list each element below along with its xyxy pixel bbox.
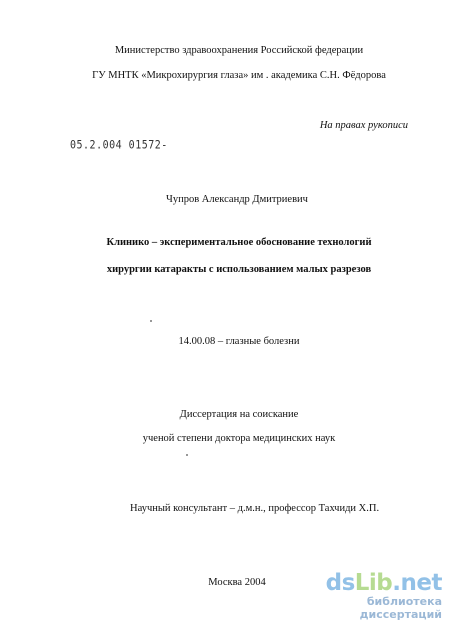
city-year: Москва 2004	[208, 577, 266, 588]
author-name: Чупров Александр Дмитриевич	[166, 194, 308, 205]
ministry-line: Министерство здравоохранения Российской федерации	[114, 45, 364, 56]
consultant-line: Научный консультант – д.м.н., профессор Тахчиди Х.П.	[130, 503, 380, 514]
watermark-logo-lib: Lib	[354, 570, 393, 596]
title-line-1: Клинико – экспериментальное обоснование технологий	[106, 237, 372, 248]
specialty-line: 14.00.08 – глазные болезни	[178, 336, 300, 347]
dissertation-line-2: ученой степени доктора медицинских наук	[142, 433, 336, 444]
watermark-subtitle: библиотека диссертаций	[359, 595, 442, 621]
scan-speck	[150, 320, 152, 322]
title-line-2: хирургии катаракты с использованием малых разрезов	[106, 264, 372, 275]
dissertation-line-1: Диссертация на соискание	[179, 409, 299, 420]
watermark-logo-ds: ds	[325, 570, 355, 596]
scan-speck	[186, 454, 188, 456]
dslib-watermark	[292, 571, 442, 621]
institute-line: ГУ МНТК «Микрохирургия глаза» им . академика С.Н. Фёдорова	[92, 70, 386, 81]
watermark-logo	[292, 571, 442, 595]
rights-note: На правах рукописи	[319, 120, 408, 131]
archive-stamp: 05.2.004 01572-	[70, 139, 168, 152]
watermark-logo-net: .net	[392, 570, 442, 596]
